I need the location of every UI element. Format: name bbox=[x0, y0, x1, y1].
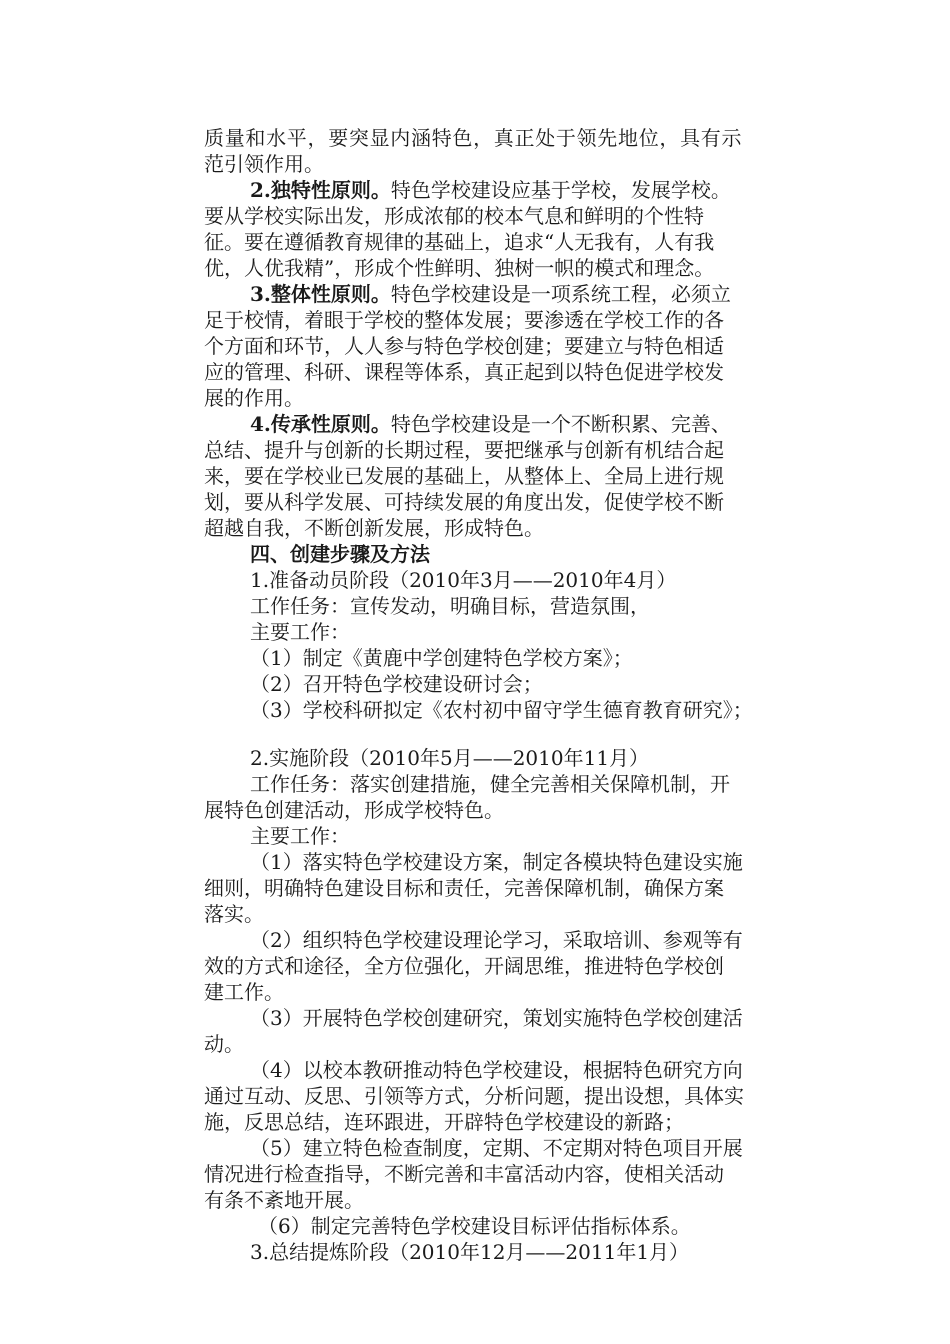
paragraph-line: 划，要从科学发展、可持续发展的角度出发，促使学校不断 bbox=[204, 490, 724, 514]
paragraph-line: 主要工作： bbox=[250, 620, 350, 644]
list-item: （2）召开特色学校建设研讨会； bbox=[250, 672, 543, 696]
paragraph-line: 展的作用。 bbox=[204, 386, 304, 410]
paragraph-line: 施，反思总结，连环跟进，开辟特色学校建设的新路； bbox=[204, 1110, 684, 1134]
paragraph-line: 总结、提升与创新的长期过程，要把继承与创新有机结合起 bbox=[204, 438, 724, 462]
section-heading: 四、创建步骤及方法 bbox=[250, 542, 430, 566]
paragraph-line: 优，人优我精”，形成个性鲜明、独树一帜的模式和理念。 bbox=[204, 256, 715, 280]
principle-text: 特色学校建设是一个不断积累、完善、 bbox=[390, 412, 731, 436]
list-item: （2）组织特色学校建设理论学习，采取培训、参观等有 bbox=[250, 928, 743, 952]
list-item: （1）落实特色学校建设方案，制定各模块特色建设实施 bbox=[250, 850, 743, 874]
list-item: （3）学校科研拟定《农村初中留守学生德育教育研究》； bbox=[250, 698, 753, 722]
paragraph-line: 应的管理、科研、课程等体系，真正起到以特色促进学校发 bbox=[204, 360, 724, 384]
paragraph-line: 征。要在遵循教育规律的基础上，追求“人无我有，人有我 bbox=[204, 230, 715, 254]
paragraph-line: 超越自我，不断创新发展，形成特色。 bbox=[204, 516, 544, 540]
list-item: （3）开展特色学校创建研究，策划实施特色学校创建活 bbox=[250, 1006, 743, 1030]
paragraph-line: 动。 bbox=[204, 1032, 244, 1056]
paragraph-line: 落实。 bbox=[204, 902, 264, 926]
principle-text: 特色学校建设是一项系统工程，必须立 bbox=[390, 282, 731, 306]
stage-heading: 2.实施阶段（2010年5月——2010年11月） bbox=[250, 746, 650, 770]
principle-2 bbox=[250, 178, 731, 202]
list-item: （6）制定完善特色学校建设目标评估指标体系。 bbox=[258, 1214, 691, 1238]
paragraph-line: 展特色创建活动，形成学校特色。 bbox=[204, 798, 504, 822]
paragraph-line: 工作任务：落实创建措施，健全完善相关保障机制，开 bbox=[250, 772, 730, 796]
paragraph-line: 来，要在学校业已发展的基础上，从整体上、全局上进行规 bbox=[204, 464, 724, 488]
list-item: （4）以校本教研推动特色学校建设，根据特色研究方向 bbox=[250, 1058, 743, 1082]
paragraph-line: 工作任务：宣传发动，明确目标，营造氛围， bbox=[250, 594, 650, 618]
paragraph-line: 质量和水平，要突显内涵特色，真正处于领先地位，具有示 bbox=[204, 126, 743, 150]
principle-heading: 2.独特性原则。 bbox=[250, 178, 391, 202]
paragraph-line: 主要工作： bbox=[250, 824, 350, 848]
principle-3 bbox=[250, 282, 731, 306]
list-item: （5）建立特色检查制度，定期、不定期对特色项目开展 bbox=[250, 1136, 743, 1160]
principle-heading: 3.整体性原则。 bbox=[250, 282, 391, 306]
paragraph-line: 效的方式和途径，全方位强化，开阔思维，推进特色学校创 bbox=[204, 954, 724, 978]
paragraph-line: 有条不紊地开展。 bbox=[204, 1188, 364, 1212]
stage-heading: 3.总结提炼阶段（2010年12月——2011年1月） bbox=[250, 1240, 690, 1264]
paragraph-line: 要从学校实际出发，形成浓郁的校本气息和鲜明的个性特 bbox=[204, 204, 704, 228]
paragraph-line: 足于校情，着眼于学校的整体发展；要渗透在学校工作的各 bbox=[204, 308, 724, 332]
paragraph-line: 细则，明确特色建设目标和责任，完善保障机制，确保方案 bbox=[204, 876, 724, 900]
paragraph-line: 情况进行检查指导，不断完善和丰富活动内容，使相关活动 bbox=[204, 1162, 724, 1186]
principle-heading: 4.传承性原则。 bbox=[250, 412, 391, 436]
stage-heading: 1.准备动员阶段（2010年3月——2010年4月） bbox=[250, 568, 677, 592]
principle-4 bbox=[250, 412, 731, 436]
paragraph-line: 范引领作用。 bbox=[204, 152, 324, 176]
paragraph-line: 通过互动、反思、引领等方式，分析问题，提出设想，具体实 bbox=[204, 1084, 744, 1108]
paragraph-line: 个方面和环节，人人参与特色学校创建；要建立与特色相适 bbox=[204, 334, 724, 358]
principle-text: 特色学校建设应基于学校，发展学校。 bbox=[390, 178, 731, 202]
paragraph-line: 建工作。 bbox=[204, 980, 284, 1004]
list-item: （1）制定《黄鹿中学创建特色学校方案》； bbox=[250, 646, 633, 670]
